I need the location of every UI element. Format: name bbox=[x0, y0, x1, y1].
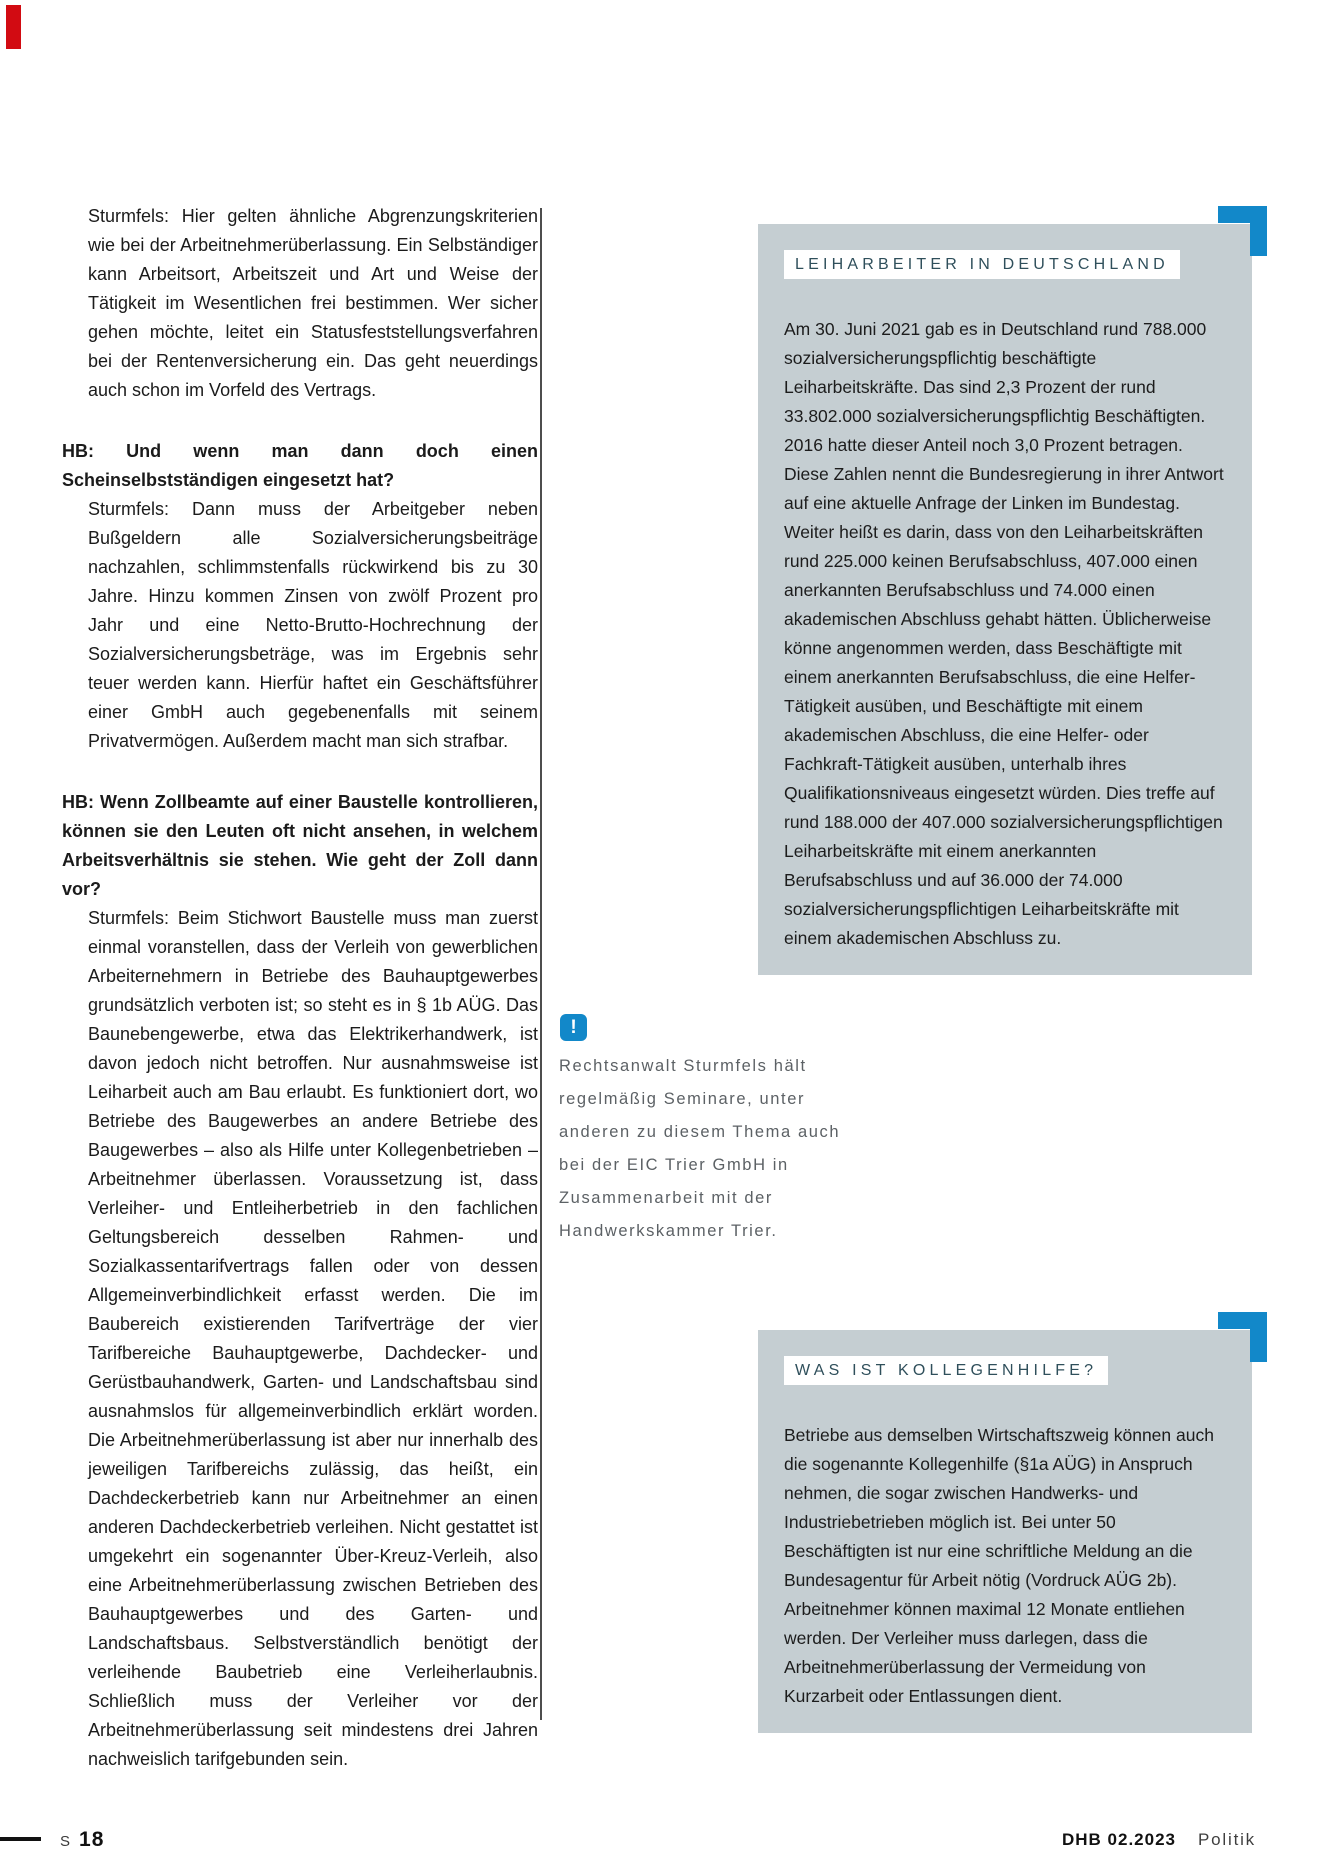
note-text: Rechtsanwalt Sturmfels hält regelmäßig Seminare, unter anderen zu diesem Thema auch bei der EIC Trier GmbH in Zusammenarbeit mit der Handwerkskammer Trier. bbox=[559, 1057, 841, 1240]
footer-rule bbox=[0, 1837, 41, 1841]
info-box-body bbox=[784, 1421, 1226, 1711]
issue-label: DHB 02.2023 bbox=[1062, 1830, 1177, 1849]
info-box-paragraph: Betriebe aus demselben Wirtschaftszweig können auch die sogenannte Kollegenhilfe (§1a AÜG) in Anspruch nehmen, die sogar zwischen Handwerks- und Industriebetrieben möglich ist. Bei unter 50 Beschäftigten ist nur eine schriftliche Meldung an die Bundesagentur für Arbeit nötig (Vordruck AÜG 2b). Arbeitnehmer können maximal 12 Monate entliehen werden. Der Verleiher muss darlegen, dass die Arbeitnehmerüberlassung der Vermeidung von Kurzarbeit oder Entlassungen dient. bbox=[784, 1425, 1214, 1706]
interview-column bbox=[62, 202, 538, 1774]
corner-bracket-icon bbox=[1218, 206, 1267, 256]
interview-question: HB: Wenn Zollbeamte auf einer Baustelle kontrollieren, können sie den Leuten oft nicht ansehen, in welchem Arbeitsverhältnis sie stehen. Wie geht der Zoll dann vor? bbox=[62, 792, 538, 899]
info-box-leiharbeiter bbox=[758, 224, 1252, 975]
corner-bracket-icon bbox=[1218, 1312, 1267, 1362]
column-divider bbox=[540, 208, 542, 1720]
info-box-title: WAS IST KOLLEGENHILFE? bbox=[784, 1356, 1108, 1385]
info-box-paragraph: Weiter heißt es darin, dass von den Leiharbeitskräften rund 225.000 keinen Berufsabschluss, 407.000 einen anerkannten Berufsabschluss und 74.000 einen akademischen Abschluss gehabt hätten. Üblicherweise könne angenommen werden, dass Beschäftigte mit einem anerkannten Berufsabschluss, die eine Helfer-Tätigkeit ausüben, und Beschäftigte mit einem akademischen Abschluss, die eine Helfer- oder Fachkraft-Tätigkeit ausüben, unterhalb ihres Qualifikationsniveaus eingesetzt würden. Dies treffe auf rund 188.000 der 407.000 sozialversicherungspflichtigen Leiharbeitskräfte mit einem anerkannten Berufsabschluss und auf 36.000 der 74.000 sozialversicherungspflichtigen Leiharbeitskräfte mit einem akademischen Abschluss zu. bbox=[784, 522, 1223, 948]
section-label: Politik bbox=[1198, 1830, 1256, 1849]
page-label: S bbox=[60, 1833, 72, 1850]
info-box-title: LEIHARBEITER IN DEUTSCHLAND bbox=[784, 250, 1180, 279]
info-box-kollegenhilfe bbox=[758, 1330, 1252, 1733]
info-box-body bbox=[784, 315, 1226, 953]
info-box-paragraph: Am 30. Juni 2021 gab es in Deutschland rund 788.000 sozialversicherungspflichtig beschäftigte Leiharbeitskräfte. Das sind 2,3 Prozent der rund 33.802.000 sozialversicherungspflichtig Beschäftigten. 2016 hatte dieser Anteil noch 3,0 Prozent betragen. Diese Zahlen nennt die Bundesregierung in ihrer Antwort auf eine aktuelle Anfrage der Linken im Bundestag. bbox=[784, 319, 1224, 513]
interview-answer: Sturmfels: Beim Stichwort Baustelle muss man zuerst einmal voranstellen, dass der Verleih von gewerblichen Arbeiternehmern in Betriebe des Bauhauptgewerbes grundsätzlich verboten ist; so steht es in § 1b AÜG. Das Baunebengewerbe, etwa das Elektrikerhandwerk, ist davon jedoch nicht betroffen. Nur ausnahmsweise ist Leiharbeit auch am Bau erlaubt. Es funktioniert dort, wo Betriebe des Baugewerbes an andere Betriebe des Baugewerbes – also als Hilfe unter Kollegenbetrieben – Arbeitnehmer überlassen. Voraussetzung ist, dass Verleiher- und Entleiherbetrieb in den fachlichen Geltungsbereich desselben Rahmen- und Sozialkassentarifvertrags fallen oder von dessen Allgemeinverbindlichkeit erfasst werden. Die im Baubereich existierenden Tarifverträge der vier Tarifbereiche Bauhauptgewerbe, Dachdecker- und Gerüstbauhandwerk, Garten- und Landschaftsbau sind ausnahmslos für allgemeinverbindlich erklärt worden. Die Arbeitnehmerüberlassung ist aber nur innerhalb des jeweiligen Tarifbereichs zulässig, das heißt, ein Dachdeckerbetrieb kann nur Arbeitnehmer an einen anderen Dachdeckerbetrieb verleihen. Nicht gestattet ist umgekehrt ein sogenannter Über-Kreuz-Verleih, also eine Arbeitnehmerüberlassung zwischen Betrieben des Bauhauptgewerbes und des Garten- und Landschaftsbaus. Selbstverständlich benötigt der verleihende Baubetrieb eine Verleiherlaubnis. Schließlich muss der Verleiher vor der Arbeitnehmerüberlassung seit mindestens drei Jahren nachweislich tarifgebunden sein. bbox=[88, 908, 538, 1769]
page-number: 18 bbox=[79, 1828, 105, 1851]
footer-page-indicator bbox=[60, 1828, 104, 1852]
exclamation-icon: ! bbox=[560, 1014, 587, 1041]
footer-issue-indicator bbox=[1062, 1830, 1256, 1850]
interview-answer: Sturmfels: Dann muss der Arbeitgeber neben Bußgeldern alle Sozialversicherungsbeiträge nachzahlen, schlimmstenfalls rückwirkend bis zu 30 Jahre. Hinzu kommen Zinsen von zwölf Prozent pro Jahr und eine Netto-Brutto-Hochrechnung der Sozialversicherungsbeträge, was im Ergebnis sehr teuer werden kann. Hierfür haftet ein Geschäftsführer einer GmbH auch gegebenenfalls mit seinem Privatvermögen. Außerdem macht man sich strafbar. bbox=[88, 499, 538, 751]
page-corner-red-mark bbox=[6, 5, 21, 49]
interview-question: HB: Und wenn man dann doch einen Scheinselbstständigen eingesetzt hat? bbox=[62, 441, 538, 490]
interview-answer: Sturmfels: Hier gelten ähnliche Abgrenzungskriterien wie bei der Arbeitnehmerüberlassung. Ein Selbständiger kann Arbeitsort, Arbeitszeit und Art und Weise der Tätigkeit im Wesentlichen frei bestimmen. Wer sicher gehen möchte, leitet ein Statusfeststellungsverfahren bei der Rentenversicherung ein. Das geht neuerdings auch schon im Vorfeld des Vertrags. bbox=[88, 206, 538, 400]
